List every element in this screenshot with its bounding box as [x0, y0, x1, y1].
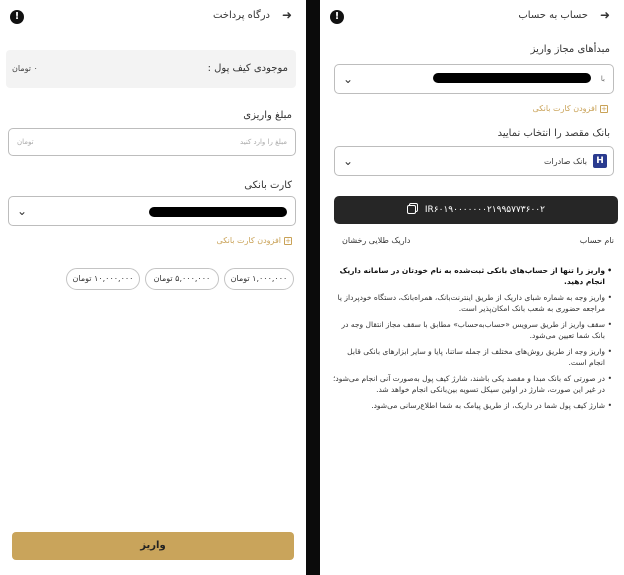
info-icon[interactable]: ! — [330, 10, 344, 24]
redacted-account — [433, 73, 591, 83]
chevron-down-icon: ⌄ — [17, 204, 28, 218]
account-name-value: داریک طلایی رخشان — [342, 236, 411, 245]
deposit-notes-list — [332, 266, 612, 418]
note-item: • واریز وجه از طریق روش‌های مختلف از جمله ساتنا، پایا و سایر ابزارهای بانکی قابل انجام است. — [332, 347, 612, 368]
account-transfer-panel — [320, 0, 624, 575]
deposit-button[interactable] — [12, 532, 294, 560]
iban-number: IR۶۰۱۹۰۰۰۰۰۰۰۲۱۹۹۵۷۷۳۶۰۰۲ — [424, 205, 545, 215]
amount-unit: تومان — [17, 138, 34, 146]
note-item: • در صورتی که بانک مبدا و مقصد یکی باشند، شارژ کیف پول به‌صورت آنی انجام می‌شود؛ در غیر این صورت، شارژ در اولین سیکل تسویه بین‌بانکی انجام خواهد شد. — [332, 374, 612, 395]
chevron-down-icon: ⌄ — [343, 72, 354, 86]
add-bank-card-label: افزودن کارت بانکی — [216, 236, 281, 245]
copy-icon — [407, 205, 416, 214]
amount-label: مبلغ واریزی — [243, 110, 292, 121]
add-bank-card-link[interactable] — [217, 236, 292, 245]
note-item: • واریز وجه به شماره شبای داریک از طریق اینترنت‌بانک، همراه‌بانک، دستگاه خودپرداز یا مراجعه حضوری به شعب بانک امکان‌پذیر است. — [332, 293, 612, 314]
account-name-label: نام حساب — [579, 236, 614, 245]
note-item: • واریز را تنها از حساب‌های بانکی ثبت‌شده به نام خودتان در سامانه داریک انجام دهید. — [332, 266, 612, 287]
origin-accounts-label: مبدأهای مجاز واریز — [530, 44, 610, 55]
bank-card-label: کارت بانکی — [244, 180, 292, 191]
saderat-bank-logo-icon: H — [593, 154, 607, 168]
destination-bank-select[interactable] — [334, 146, 614, 176]
amount-input[interactable] — [8, 128, 296, 156]
wallet-balance-label: موجودی کیف پول : — [207, 63, 288, 74]
note-item: • سقف واریز از طریق سرویس «حساب‌به‌حساب» مطابق با سقف مجاز انتقال وجه در بانک شما تعیین می‌شود. — [332, 320, 612, 341]
page-title: درگاه پرداخت — [212, 10, 270, 21]
back-arrow-icon[interactable]: ➜ — [281, 8, 292, 22]
amount-placeholder: مبلغ را وارد کنید — [240, 138, 287, 146]
destination-bank-name: بانک صادرات — [543, 157, 587, 166]
amount-chip-5m[interactable]: ۵,۰۰۰,۰۰۰ تومان — [145, 268, 219, 290]
amount-chip-1m[interactable]: ۱,۰۰۰,۰۰۰ تومان — [224, 268, 294, 290]
deposit-button-label: واریز — [140, 540, 166, 551]
origin-partial-text: با — [600, 75, 605, 83]
add-bank-card-label: افزودن کارت بانکی — [532, 104, 597, 113]
origin-account-select[interactable] — [334, 64, 614, 94]
transfer-header — [320, 0, 624, 36]
plus-square-icon: + — [601, 104, 607, 113]
add-bank-card-link[interactable] — [533, 104, 608, 113]
page-title: حساب به حساب — [518, 10, 588, 21]
gateway-panel — [0, 0, 306, 575]
amount-chip-10m[interactable]: ۱۰,۰۰۰,۰۰۰ تومان — [66, 268, 140, 290]
wallet-balance-card — [6, 50, 296, 88]
destination-bank-label: بانک مقصد را انتخاب نمایید — [497, 128, 610, 139]
note-item: • شارژ کیف پول شما در داریک، از طریق پیامک به شما اطلاع‌رسانی می‌شود. — [332, 401, 612, 412]
iban-copy-bar[interactable] — [334, 196, 618, 224]
chevron-down-icon: ⌄ — [343, 154, 354, 168]
gateway-header — [0, 0, 306, 36]
redacted-card-number — [149, 207, 287, 217]
plus-square-icon: + — [285, 236, 291, 245]
info-icon[interactable]: ! — [10, 10, 24, 24]
bank-card-select[interactable] — [8, 196, 296, 226]
back-arrow-icon[interactable]: ➜ — [599, 8, 610, 22]
wallet-balance-value: ۰ تومان — [12, 64, 38, 73]
